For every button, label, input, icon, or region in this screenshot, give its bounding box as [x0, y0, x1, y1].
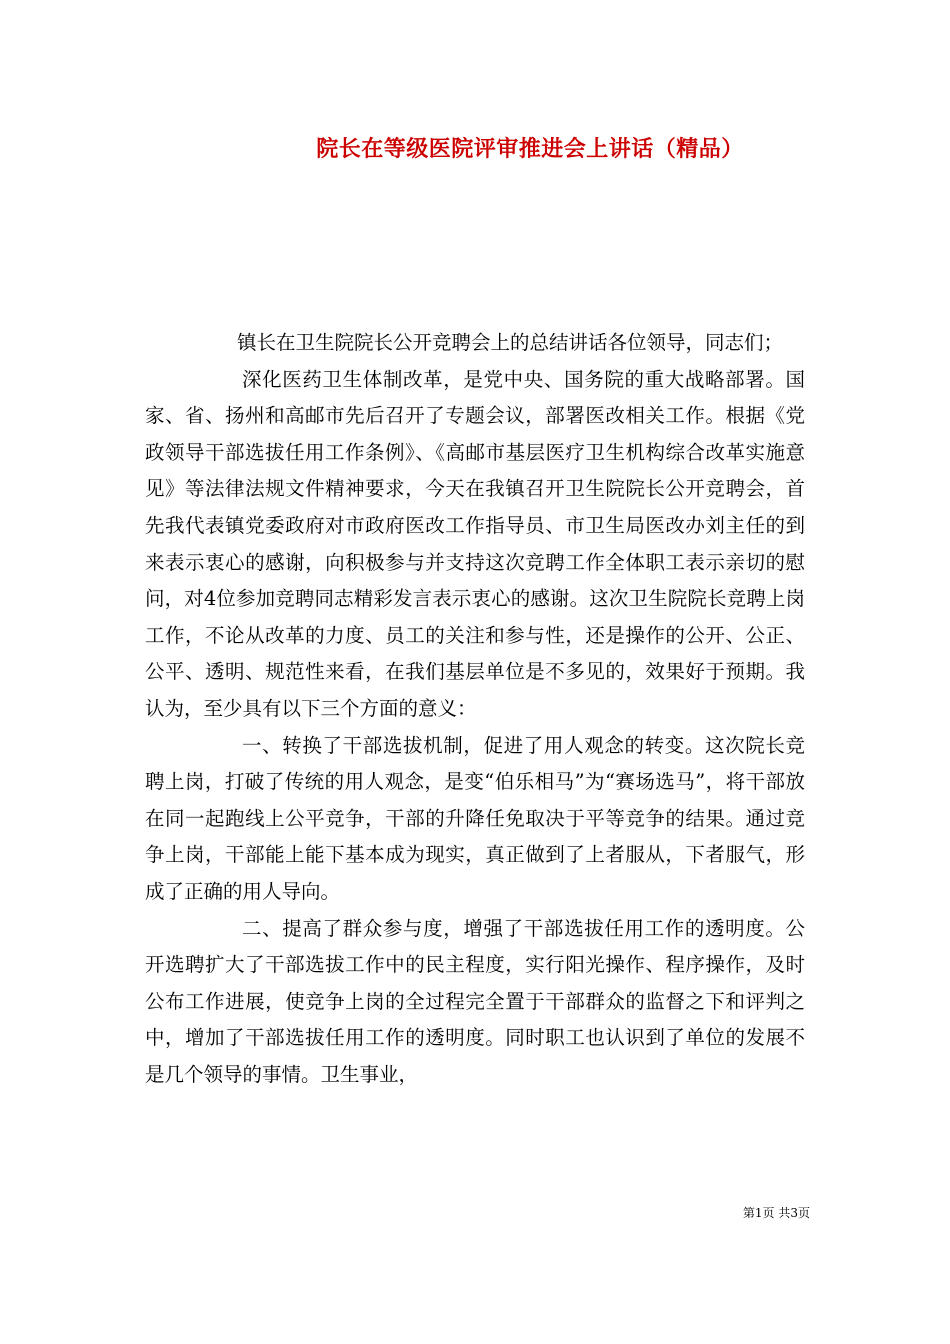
page-title: 院长在等级医院评审推进会上讲话（精品）	[316, 136, 744, 162]
paragraph-greeting: 镇长在卫生院院长公开竞聘会上的总结讲话各位领导，同志们；	[237, 331, 784, 354]
paragraph-point-two: 二、提高了群众参与度，增强了干部选拔任用工作的透明度。公开选聘扩大了干部选拔工作中的民主程度，实行阳光操作、程序操作，及时公布工作进展，使竞争上岗的全过程完全置于干部群众的监督之下和评判之中，增加了干部选拔任用工作的透明度。同时职工也认识到了单位的发展不是几个领导的事情。卫生事业，	[145, 916, 805, 1086]
document-body	[145, 325, 805, 1093]
page-footer: 第1页 共3页	[742, 1206, 810, 1220]
paragraph-point-one: 一、转换了干部选拔机制，促进了用人观念的转变。这次院长竞聘上岗，打破了传统的用人观念，是变“伯乐相马”为“赛场选马”，将干部放在同一起跑线上公平竞争，干部的升降任免取决于平等竞争的结果。通过竞争上岗，干部能上能下基本成为现实，真正做到了上者服从，下者服气，形成了正确的用人导向。	[145, 733, 805, 903]
paragraph-intro: 深化医药卫生体制改革，是党中央、国务院的重大战略部署。国家、省、扬州和高邮市先后召开了专题会议，部署医改相关工作。根据《党政领导干部选拔任用工作条例》、《高邮市基层医疗卫生机构综合改革实施意见》等法律法规文件精神要求，今天在我镇召开卫生院院长公开竞聘会，首先我代表镇党委政府对市政府医改工作指导员、市卫生局医改办刘主任的到来表示衷心的感谢，向积极参与并支持这次竞聘工作全体职工表示亲切的慰问，对4位参加竞聘同志精彩发言表示衷心的感谢。这次卫生院院长竞聘上岗工作，不论从改革的力度、员工的关注和参与性，还是操作的公开、公正、公平、透明、规范性来看，在我们基层单位是不多见的，效果好于预期。我认为，至少具有以下三个方面的意义：	[145, 367, 805, 720]
